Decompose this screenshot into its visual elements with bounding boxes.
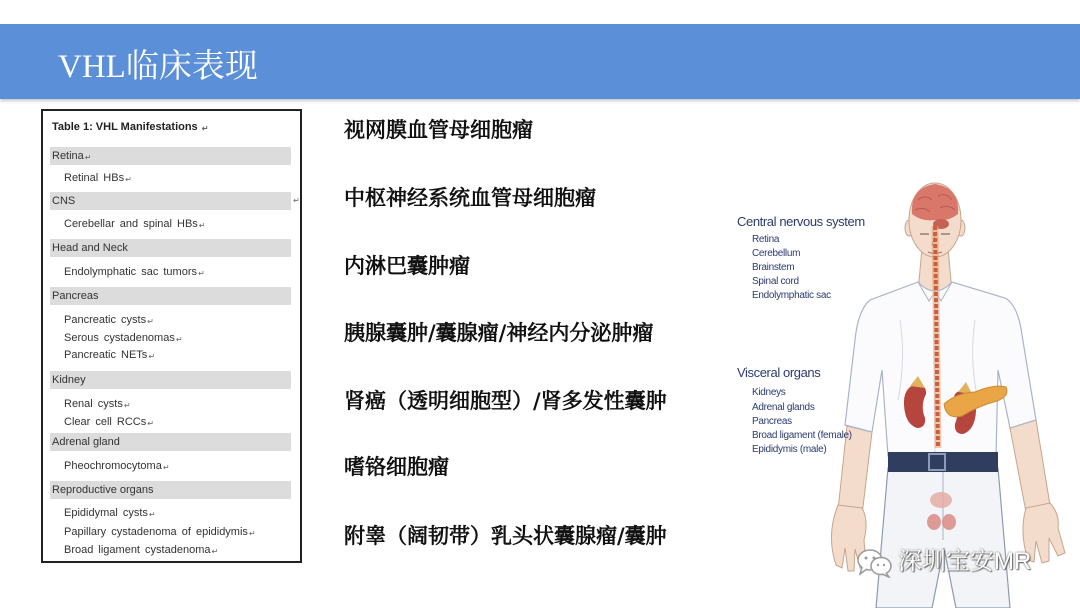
right-forearm xyxy=(1010,420,1050,512)
label-cerebellum: Cerebellum xyxy=(752,248,801,259)
manifestation-item: 内淋巴囊肿瘤 xyxy=(344,253,470,278)
label-spinal-cord: Spinal cord xyxy=(752,276,799,287)
table-row xyxy=(64,543,218,559)
paragraph-mark: ↵ xyxy=(123,401,131,410)
paragraph-mark: ↵ xyxy=(162,463,170,472)
epididymis-right xyxy=(942,514,956,530)
row-text: Pancreatic cysts xyxy=(64,314,147,326)
section-row-pancreas xyxy=(50,287,291,305)
paragraph-mark: ↵ xyxy=(148,352,156,361)
section-label: Head and Neck xyxy=(52,242,128,254)
table-row xyxy=(64,313,154,329)
table-row xyxy=(64,525,256,541)
table-row xyxy=(64,348,155,364)
header-bar xyxy=(0,24,1080,99)
section-row-cns xyxy=(50,192,291,210)
section-label: Kidney xyxy=(52,374,86,386)
label-broad-ligament: Broad ligament (female) xyxy=(752,430,852,441)
paragraph-mark: ↵ xyxy=(198,269,205,278)
manifestation-item: 肾癌（透明细胞型）/肾多发性囊肿 xyxy=(344,388,667,413)
row-text: Renal cysts xyxy=(64,398,123,410)
table-row xyxy=(64,397,131,413)
section-label: CNS xyxy=(52,195,76,207)
label-kidneys: Kidneys xyxy=(752,387,786,398)
row-text: Epididymal cysts xyxy=(64,507,148,519)
label-adrenal-glands: Adrenal glands xyxy=(752,402,815,413)
watermark-text: 深圳宝安MR xyxy=(898,548,1032,575)
section-row-adrenal xyxy=(50,433,291,451)
table-row xyxy=(64,217,206,233)
table-row xyxy=(64,415,154,431)
table-row xyxy=(64,331,183,347)
row-text: Papillary cystadenoma of epididymis xyxy=(64,526,248,538)
section-label: Reproductive organs xyxy=(52,484,154,496)
wechat-icon xyxy=(856,548,894,578)
paragraph-mark: ↵ xyxy=(201,124,209,133)
human-anatomy-illustration xyxy=(800,170,1080,608)
section-row-retina xyxy=(50,147,291,165)
table-title-text: Table 1: VHL Manifestations xyxy=(52,121,198,133)
paragraph-mark: ↵ xyxy=(147,419,154,428)
table-title xyxy=(52,120,208,136)
section-row-reproductive xyxy=(50,481,291,499)
manifestation-item: 中枢神经系统血管母细胞瘤 xyxy=(344,185,596,210)
label-retina: Retina xyxy=(752,234,780,245)
row-text: Serous cystadenomas xyxy=(64,332,175,344)
paragraph-mark: ↵ xyxy=(125,175,132,184)
row-text: Clear cell RCCs xyxy=(64,416,147,428)
table-row xyxy=(64,506,156,522)
row-text: Pheochromocytoma xyxy=(64,460,162,472)
table-row xyxy=(64,171,132,187)
label-epididymis: Epididymis (male) xyxy=(752,444,827,455)
paragraph-mark: ↵ xyxy=(211,547,219,556)
bladder xyxy=(930,492,952,508)
row-text: Retinal HBs xyxy=(64,172,125,184)
row-text: Broad ligament cystadenoma xyxy=(64,544,211,556)
section-row-head-neck xyxy=(50,239,291,257)
paragraph-mark: ↵ xyxy=(293,196,300,205)
paragraph-mark: ↵ xyxy=(148,510,156,519)
paragraph-mark: ↵ xyxy=(175,335,183,344)
paragraph-mark: ↵ xyxy=(248,529,256,538)
row-text: Endolymphatic sac tumors xyxy=(64,266,197,278)
paragraph-mark: ↵ xyxy=(198,221,206,230)
row-text: Pancreatic NETs xyxy=(64,349,148,361)
table-row xyxy=(64,265,205,281)
table-row xyxy=(64,459,170,475)
brain xyxy=(912,184,958,220)
label-pancreas: Pancreas xyxy=(752,416,792,427)
paragraph-mark: ↵ xyxy=(147,317,154,326)
label-central-nervous-system: Central nervous system xyxy=(737,214,865,229)
label-endolymphatic-sac: Endolymphatic sac xyxy=(752,290,831,301)
manifestation-item: 附睾（阔韧带）乳头状囊腺瘤/囊肿 xyxy=(344,523,667,548)
row-text: Cerebellar and spinal HBs xyxy=(64,218,198,230)
epididymis-left xyxy=(927,514,941,530)
slide-title: VHL临床表现 xyxy=(58,49,258,85)
manifestations-table xyxy=(41,109,302,563)
section-label: Pancreas xyxy=(52,290,99,302)
manifestation-item: 嗜铬细胞瘤 xyxy=(344,454,449,479)
label-brainstem: Brainstem xyxy=(752,262,795,273)
paragraph-mark: ↵ xyxy=(84,153,92,162)
manifestation-item: 视网膜血管母细胞瘤 xyxy=(344,117,533,142)
section-row-kidney xyxy=(50,371,291,389)
manifestation-item: 胰腺囊肿/囊腺瘤/神经内分泌肿瘤 xyxy=(344,320,654,345)
label-visceral-organs: Visceral organs xyxy=(737,365,821,380)
section-label: Adrenal gland xyxy=(52,436,120,448)
section-label: Retina xyxy=(52,150,84,162)
